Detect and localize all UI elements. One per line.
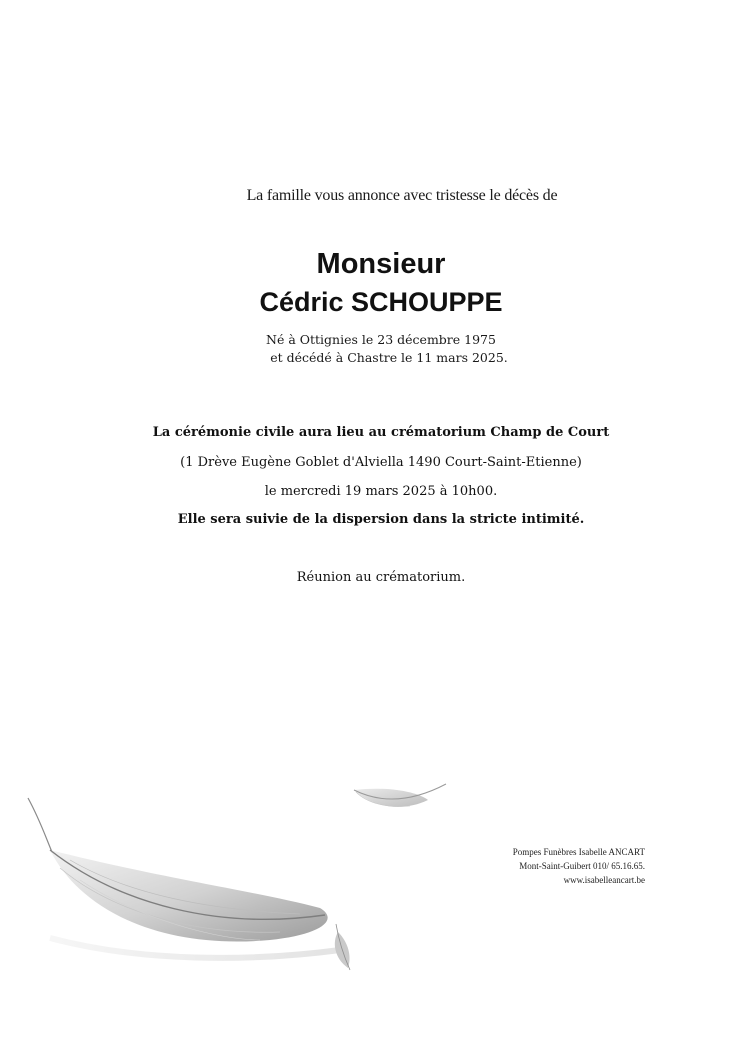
large-feather-icon xyxy=(20,790,350,980)
funeral-home-name: Pompes Funèbres Isabelle ANCART xyxy=(512,847,645,857)
intro-text: La famille vous annonce avec tristesse le décès de xyxy=(246,187,558,204)
birth-info: Né à Ottignies le 23 décembre 1975 xyxy=(266,332,496,347)
deceased-name: Cédric SCHOUPPE xyxy=(259,287,503,317)
funeral-home-website: www.isabelleancart.be xyxy=(563,875,645,885)
ceremony-address: (1 Drève Eugène Goblet d'Alviella 1490 Court-Saint-Etienne) xyxy=(180,455,582,470)
reunion-text: Réunion au crématorium. xyxy=(296,570,466,585)
death-info: et décédé à Chastre le 11 mars 2025. xyxy=(270,350,508,365)
small-feather-icon xyxy=(348,778,452,820)
deceased-title: Monsieur xyxy=(316,248,446,280)
ceremony-venue: La cérémonie civile aura lieu au crématorium Champ de Court xyxy=(152,425,610,440)
tiny-feather-icon xyxy=(328,922,368,974)
ceremony-dispersion: Elle sera suivie de la dispersion dans la stricte intimité. xyxy=(177,512,585,527)
ceremony-date: le mercredi 19 mars 2025 à 10h00. xyxy=(264,484,498,499)
funeral-home-contact: Mont-Saint-Guibert 010/ 65.16.65. xyxy=(519,861,645,871)
